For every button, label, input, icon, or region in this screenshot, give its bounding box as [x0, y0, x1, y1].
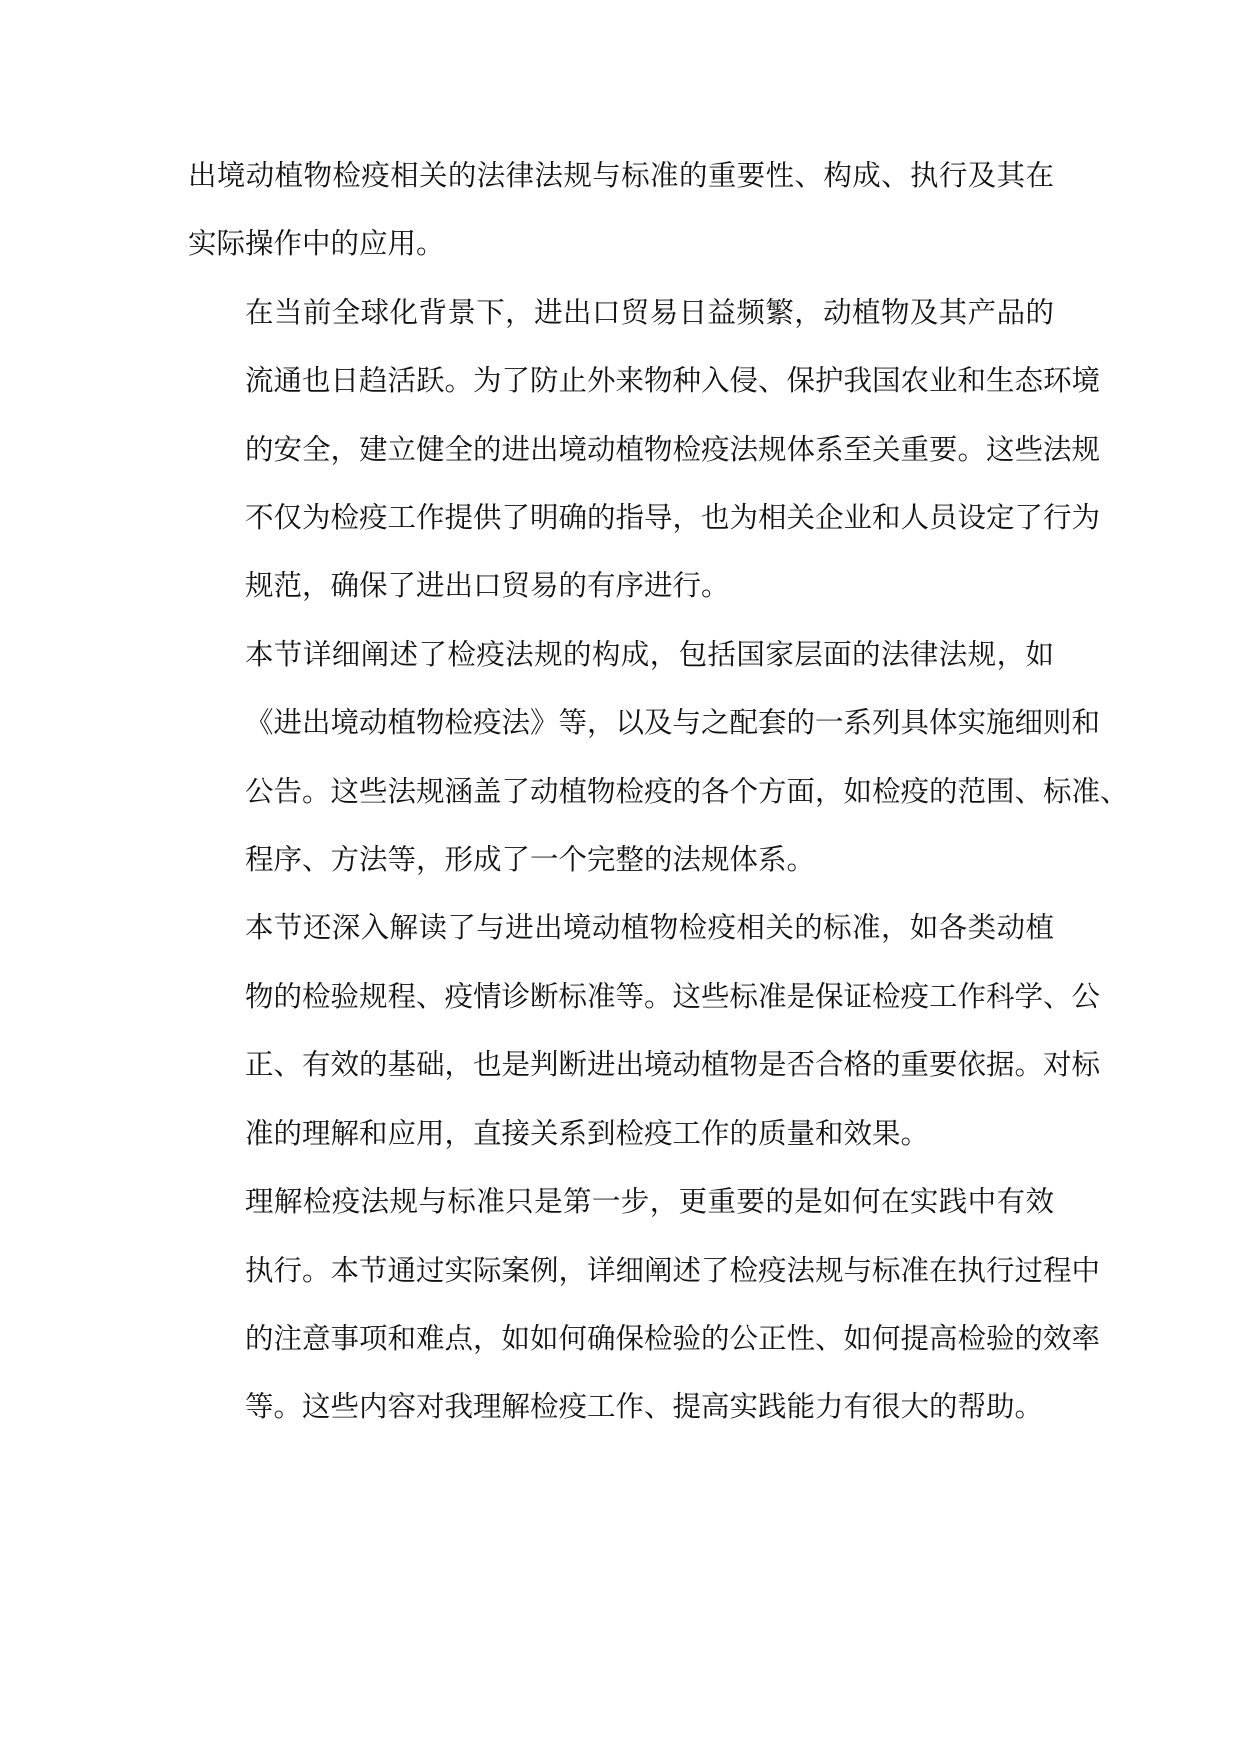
paragraph-line: 的安全，建立健全的进出境动植物检疫法规体系至关重要。这些法规 [245, 432, 1101, 466]
paragraph-line: 理解检疫法规与标准只是第一步，更重要的是如何在实践中有效 [245, 1185, 1054, 1219]
paragraph-line: 准的理解和应用，直接关系到检疫工作的质量和效果。 [245, 1116, 930, 1150]
paragraph-line: 本节还深入解读了与进出境动植物检疫相关的标准，如各类动植 [245, 911, 1054, 945]
paragraph-line: 流通也日趋活跃。为了防止外来物种入侵、保护我国农业和生态环境 [245, 364, 1101, 398]
paragraph-line: 程序、方法等，形成了一个完整的法规体系。 [245, 843, 816, 877]
paragraph-line: 等。这些内容对我理解检疫工作、提高实践能力有很大的帮助。 [245, 1390, 1044, 1424]
paragraph-line: 实际操作中的应用。 [188, 227, 445, 261]
document-body [188, 142, 1129, 1442]
paragraph-line: 的注意事项和难点，如如何确保检验的公正性、如何提高检验的效率 [245, 1321, 1101, 1355]
paragraph-3 [188, 621, 1129, 895]
paragraph-line: 规范，确保了进出口贸易的有序进行。 [245, 569, 730, 603]
paragraph-5 [188, 1168, 1101, 1442]
paragraph-line: 物的检验规程、疫情诊断标准等。这些标准是保证检疫工作科学、公 [245, 979, 1101, 1013]
paragraph-2 [188, 279, 1101, 621]
paragraph-line: 不仅为检疫工作提供了明确的指导，也为相关企业和人员设定了行为 [245, 501, 1101, 535]
paragraph-line: 执行。本节通过实际案例，详细阐述了检疫法规与标准在执行过程中 [245, 1253, 1101, 1287]
paragraph-line: 公告。这些法规涵盖了动植物检疫的各个方面，如检疫的范围、标准、 [245, 774, 1129, 808]
paragraph-line: 在当前全球化背景下，进出口贸易日益频繁，动植物及其产品的 [245, 295, 1054, 329]
paragraph-4 [188, 894, 1101, 1168]
paragraph-line: 《进出境动植物检疫法》等，以及与之配套的一系列具体实施细则和 [245, 706, 1101, 740]
paragraph-line: 正、有效的基础，也是判断进出境动植物是否合格的重要依据。对标 [245, 1048, 1101, 1082]
paragraph-line: 本节详细阐述了检疫法规的构成，包括国家层面的法律法规，如 [245, 637, 1054, 671]
paragraph-line: 出境动植物检疫相关的法律法规与标准的重要性、构成、执行及其在 [188, 159, 1054, 192]
paragraph-1 [188, 142, 1054, 279]
